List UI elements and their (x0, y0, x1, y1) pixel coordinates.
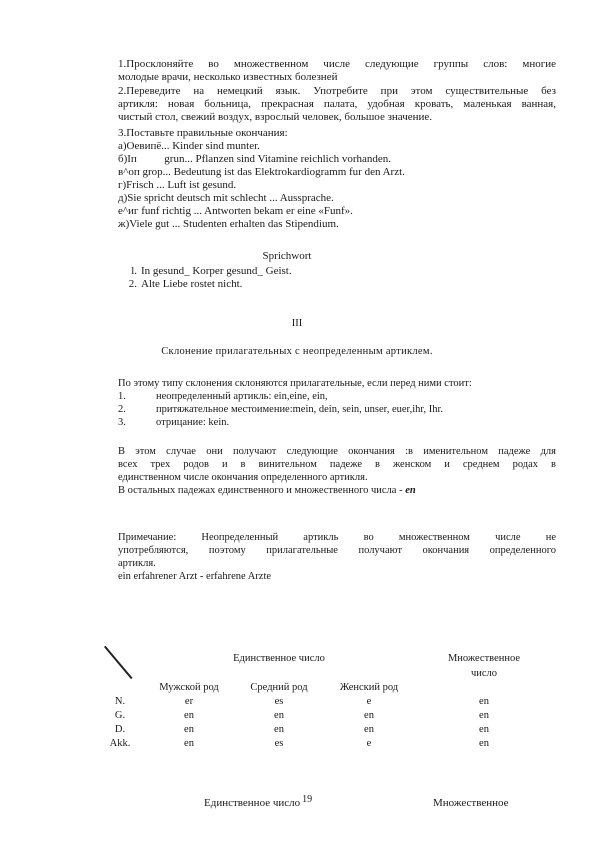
exercise-3 (118, 127, 556, 231)
exercise-3-item: в^оп grop... Bedeutung ist das Elektrokardiogramm fur den Arzt. (118, 166, 405, 178)
singular-header: Единственное число (233, 652, 325, 664)
gender-header-feminine: Женский род (339, 681, 399, 693)
endings-other (118, 484, 556, 497)
ending-neuter: en (274, 723, 284, 735)
endings-line-1: В этом случае они получают следующие окончания :в именительном падеже для (118, 446, 556, 457)
ending-masculine: en (184, 709, 194, 721)
note-line-3: артикля. (118, 558, 156, 569)
exercise-2-line-1: 2.Переведите на немецкий язык. Употребите при этом существительные без (118, 85, 556, 97)
section-number: III (291, 318, 303, 329)
endings-other-en: en (405, 485, 416, 496)
ending-masculine: en (184, 737, 194, 749)
exercise-3-item: д)Sie spricht deutsch mit schlecht ... Aussprache. (118, 192, 334, 204)
case-label: D. (114, 723, 126, 735)
ending-plural: en (479, 723, 489, 735)
table-row (96, 694, 554, 708)
list-item-text: неопределенный артикль: ein,eine, ein, (156, 391, 328, 402)
sprichwort-list (123, 265, 292, 291)
section-title: Склонение прилагательных с неопределенным артиклем. (161, 346, 433, 357)
sprichwort-item (123, 278, 292, 291)
ending-neuter: es (274, 695, 284, 707)
list-item-text: отрицание: kein. (156, 417, 230, 428)
endings-paragraph (118, 445, 556, 497)
ending-plural: en (479, 737, 489, 749)
case-label: G. (114, 709, 126, 721)
exercise-3-item: б)Iп grun... Pflanzen sind Vitamine reichlich vorhanden. (118, 153, 392, 165)
footer-plural: Множественное (433, 797, 509, 809)
page-number: 19 (302, 794, 313, 805)
note-block (118, 531, 556, 583)
list-item (118, 403, 556, 416)
exercise-1-line-2: молодые врачи, несколько известных болезней (118, 71, 338, 83)
ending-masculine: en (184, 723, 194, 735)
sprichwort-item-text: Alte Liebe rostet nicht. (141, 278, 243, 290)
table-row (96, 708, 554, 722)
gender-header-neuter: Средний род (250, 681, 308, 693)
sprichwort-item-text: In gesund_ Korper gesund_ Geist. (141, 265, 292, 277)
exercise-1-line-1: 1.Просклоняйте во множественном числе следующие группы слов: многие (118, 58, 556, 70)
endings-line-3: единственном числе окончания определенного артикля. (118, 472, 368, 483)
list-item (118, 416, 556, 429)
exercise-2-line-2: артикля: новая больница, прекрасная палата, удобная кровать, маленькая ванная, (118, 98, 556, 110)
exercise-3-item: ж)Viele gut ... Studenten erhalten das Stipendium. (118, 218, 339, 230)
note-line-2: употребляются, поэтому прилагательные получают окончания определенного (118, 545, 556, 556)
sprichwort-item (123, 265, 292, 278)
sprichwort-title: Sprichwort (262, 250, 312, 262)
exercise-3-item: г)Frisch ... Luft ist gesund. (118, 179, 237, 191)
exercise-3-item: е^иг funf richtig ... Antworten bekam er eine «Funf». (118, 205, 353, 217)
exercise-3-title: 3.Поставьте правильные окончания: (118, 127, 288, 139)
exercise-1 (118, 58, 556, 84)
list-item-number: 1. (118, 391, 126, 402)
ending-feminine: e (366, 737, 372, 749)
ending-plural: en (479, 709, 489, 721)
case-label: N. (114, 695, 126, 707)
declension-table (96, 650, 554, 750)
footer-singular (204, 794, 313, 809)
table-row (96, 722, 554, 736)
ending-neuter: en (274, 709, 284, 721)
ending-feminine: en (364, 723, 374, 735)
intro-text: По этому типу склонения склоняются прилагательные, если перед ними стоит: (118, 378, 472, 389)
sprichwort-item-number: 2. (128, 278, 137, 290)
endings-line-2: всех трех родов и в винительном падеже в женском и среднем родах в (118, 459, 556, 470)
corner-cell (96, 650, 144, 666)
list-item-text: притяжательное местоимение:mein, dein, sein, unser, euer,ihr, Ihr. (156, 404, 444, 415)
ending-feminine: en (364, 709, 374, 721)
ending-neuter: es (274, 737, 284, 749)
footer-singular-text: Единственное число (204, 797, 301, 809)
ending-masculine: er (184, 695, 194, 707)
ending-feminine: e (366, 695, 372, 707)
list-item-number: 2. (118, 404, 126, 415)
intro-block (118, 377, 556, 429)
table-row (96, 736, 554, 750)
exercise-2-line-3: чистый стол, свежий воздух, взрослый человек, большое значение. (118, 111, 433, 123)
list-item-number: 3. (118, 417, 126, 428)
list-item (118, 390, 556, 403)
plural-header-line-2: число (470, 667, 498, 679)
note-example: ein erfahrener Arzt - erfahrene Arzte (118, 571, 272, 582)
ending-plural: en (479, 695, 489, 707)
note-line-1: Примечание: Неопределенный артикль во множественном числе не (118, 532, 556, 543)
case-label: Akk. (109, 737, 131, 749)
endings-other-text: В остальных падежах единственного и множественного числа - (118, 485, 403, 496)
gender-header-masculine: Мужской род (159, 681, 219, 693)
exercise-3-item: а)Оевипё... Kinder sind munter. (118, 140, 260, 152)
sprichwort-item-number: l. (131, 265, 137, 277)
plural-header-line-1: Множественное (447, 652, 521, 664)
exercise-2 (118, 85, 556, 124)
